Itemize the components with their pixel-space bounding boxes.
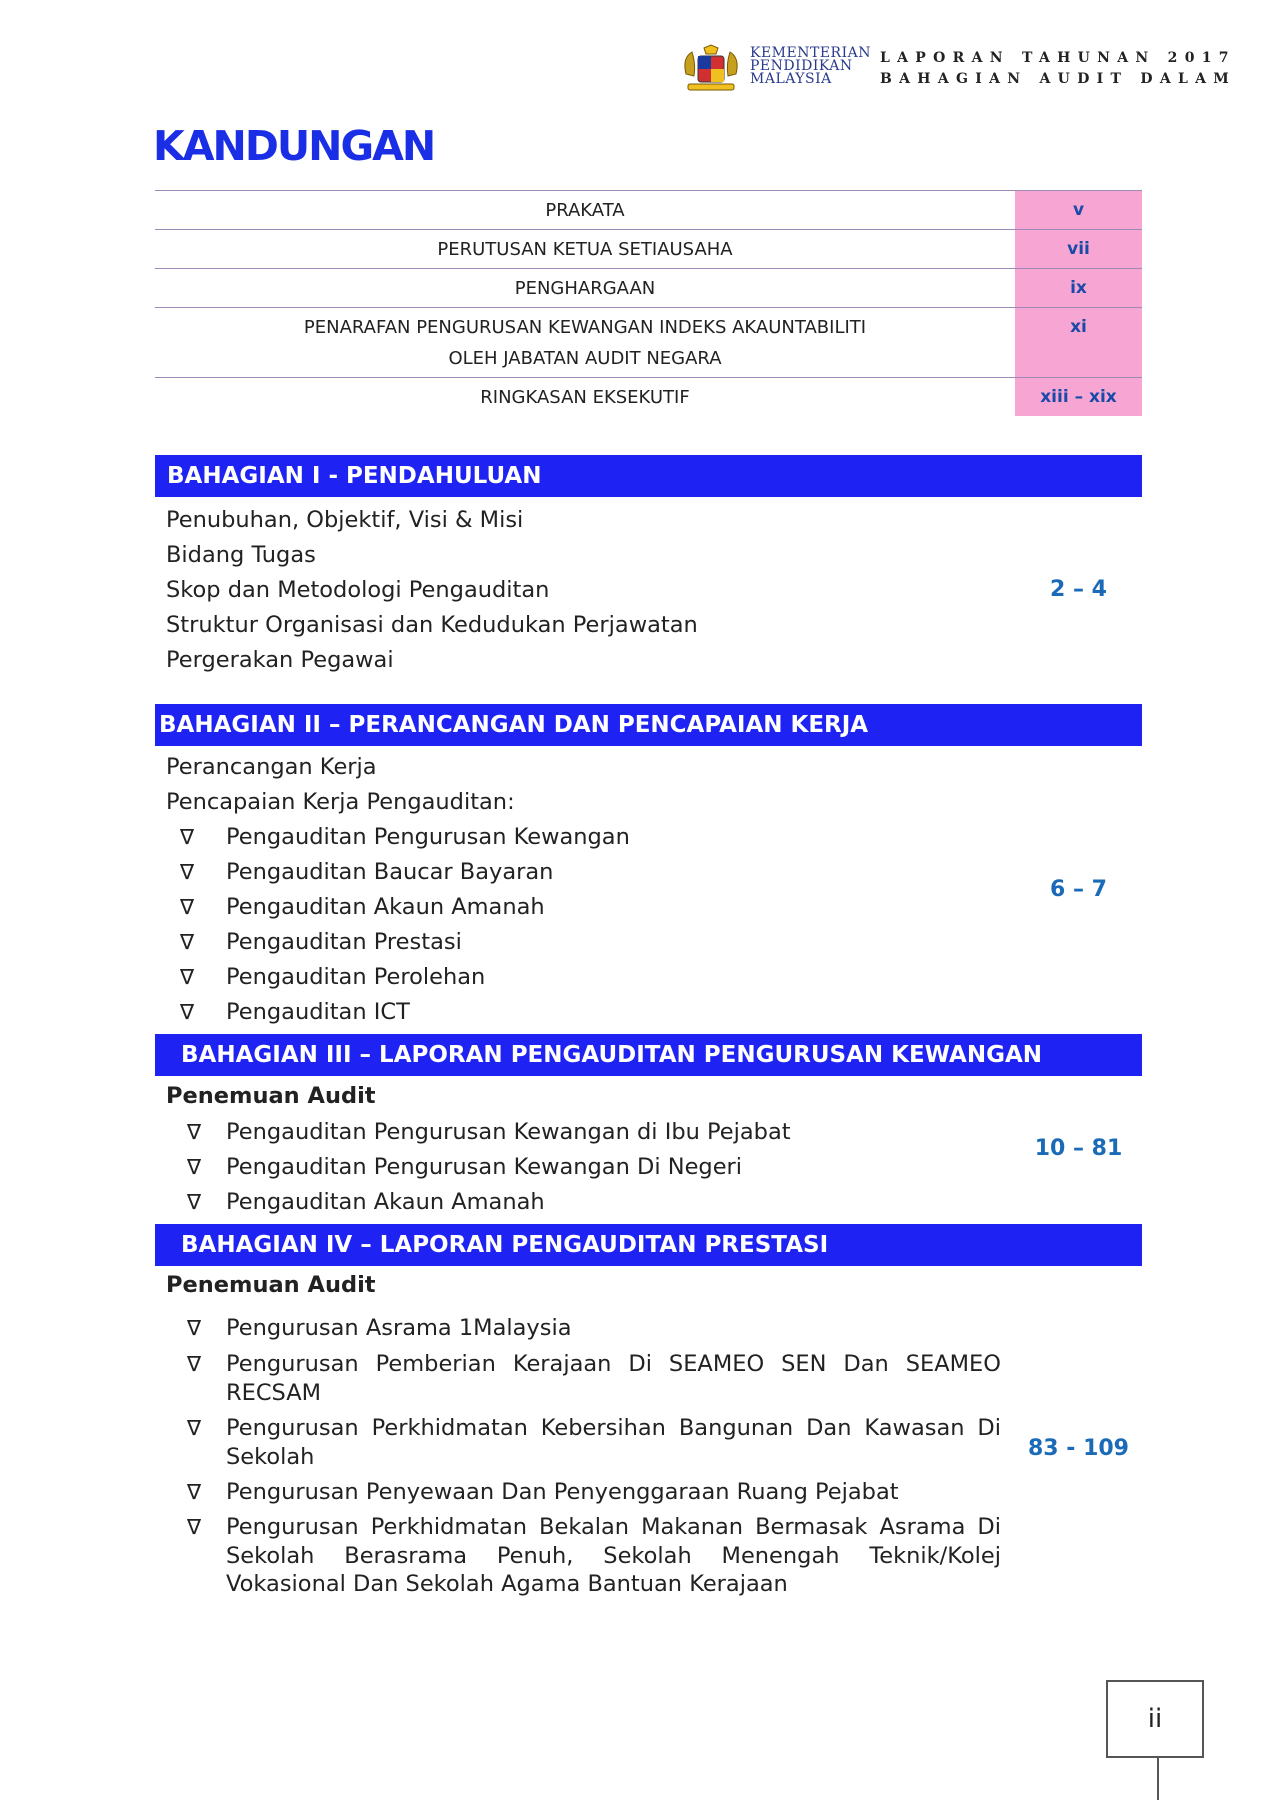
ministry-line-3: MALAYSIA <box>750 71 832 87</box>
bullet-icon: ∇ <box>187 1120 202 1144</box>
toc-item[interactable]: Penubuhan, Objektif, Visi & Misi <box>166 507 524 533</box>
bullet-icon: ∇ <box>180 860 195 884</box>
section-bar-bahagian-2[interactable]: BAHAGIAN II – PERANCANGAN DAN PENCAPAIAN KERJA <box>155 704 1142 746</box>
section-page-range: 2 – 4 <box>1050 577 1107 602</box>
toc-bullet-item[interactable]: Pengauditan ICT <box>226 999 410 1025</box>
section-page-range: 6 – 7 <box>1050 877 1107 902</box>
toc-row[interactable] <box>155 229 1142 268</box>
bullet-icon: ∇ <box>187 1190 202 1214</box>
toc-bullet-item[interactable]: Pengurusan Asrama 1Malaysia <box>226 1315 572 1341</box>
bullet-icon: ∇ <box>187 1352 202 1376</box>
toc-label: PERUTUSAN KETUA SETIAUSAHA <box>437 239 733 260</box>
bullet-icon: ∇ <box>180 1000 195 1024</box>
malaysia-coat-of-arms-icon <box>678 44 744 92</box>
toc-bullet-item[interactable]: Pengauditan Pengurusan Kewangan <box>226 824 630 850</box>
bullet-icon: ∇ <box>180 895 195 919</box>
page-number: ii <box>1106 1680 1204 1758</box>
toc-row[interactable] <box>155 268 1142 307</box>
bullet-icon: ∇ <box>180 930 195 954</box>
bullet-icon: ∇ <box>187 1515 202 1539</box>
toc-item[interactable]: Pencapaian Kerja Pengauditan: <box>166 789 515 815</box>
section-page-range: 10 – 81 <box>1034 1136 1123 1161</box>
toc-page: xi <box>1015 308 1142 377</box>
toc-label: PENGHARGAAN <box>514 278 656 299</box>
toc-bullet-item[interactable]: Pengurusan Perkhidmatan Bekalan Makanan Bermasak Asrama Di Sekolah Berasrama Penuh, Sekolah Menengah Teknik/Kolej Vokasional Dan Sekolah Agama Bantuan Kerajaan <box>226 1514 1001 1597</box>
ministry-line-1: KEMENTERIAN <box>750 45 871 61</box>
page-title: KANDUNGAN <box>153 122 435 170</box>
toc-bullet-item[interactable]: Pengauditan Pengurusan Kewangan di Ibu Pejabat <box>226 1119 791 1145</box>
toc-bullet-item[interactable]: Pengurusan Perkhidmatan Kebersihan Bangunan Dan Kawasan Di Sekolah <box>226 1415 1001 1470</box>
toc-label: RINGKASAN EKSEKUTIF <box>480 387 690 408</box>
bullet-icon: ∇ <box>187 1155 202 1179</box>
toc-item[interactable]: Bidang Tugas <box>166 542 316 568</box>
bullet-icon: ∇ <box>187 1480 202 1504</box>
report-header <box>880 48 1236 90</box>
section-bar-bahagian-1[interactable]: BAHAGIAN I - PENDAHULUAN <box>155 455 1142 497</box>
report-title: LAPORAN TAHUNAN 2017 <box>880 50 1236 66</box>
toc-bullet-item[interactable]: Pengauditan Pengurusan Kewangan Di Negeri <box>226 1154 743 1180</box>
bullet-icon: ∇ <box>187 1416 202 1440</box>
toc-item[interactable]: Struktur Organisasi dan Kedudukan Perjawatan <box>166 612 698 638</box>
section-page-range: 83 - 109 <box>1028 1436 1129 1461</box>
toc-page: ix <box>1015 269 1142 307</box>
subheading: Penemuan Audit <box>166 1083 376 1109</box>
page-number-divider <box>1157 1756 1159 1800</box>
toc-row[interactable] <box>155 307 1142 377</box>
report-division: BAHAGIAN AUDIT DALAM <box>880 71 1237 87</box>
toc-bullet-item[interactable]: Pengauditan Akaun Amanah <box>226 894 545 920</box>
toc-bullet-item[interactable]: Pengauditan Baucar Bayaran <box>226 859 554 885</box>
toc-item[interactable]: Perancangan Kerja <box>166 754 377 780</box>
ministry-name <box>750 47 871 86</box>
bullet-icon: ∇ <box>180 965 195 989</box>
toc-label: PENARAFAN PENGURUSAN KEWANGAN INDEKS AKAUNTABILITI <box>303 317 867 338</box>
bullet-icon: ∇ <box>187 1316 202 1340</box>
toc-page: xiii – xix <box>1015 378 1142 416</box>
toc-item[interactable]: Pergerakan Pegawai <box>166 647 394 673</box>
toc-bullet-item[interactable]: Pengauditan Perolehan <box>226 964 486 990</box>
toc-row[interactable] <box>155 377 1142 416</box>
toc-bullet-item[interactable]: Pengurusan Penyewaan Dan Penyenggaraan Ruang Pejabat <box>226 1479 899 1505</box>
toc-page: v <box>1015 191 1142 229</box>
bullet-icon: ∇ <box>180 825 195 849</box>
toc-label-continued: OLEH JABATAN AUDIT NEGARA <box>448 348 722 369</box>
toc-bullet-item[interactable]: Pengauditan Prestasi <box>226 929 462 955</box>
toc-bullet-item[interactable]: Pengurusan Pemberian Kerajaan Di SEAMEO SEN Dan SEAMEO RECSAM <box>226 1351 1001 1406</box>
section-bar-bahagian-4[interactable]: BAHAGIAN IV – LAPORAN PENGAUDITAN PRESTASI <box>155 1224 1142 1266</box>
toc-item[interactable]: Skop dan Metodologi Pengauditan <box>166 577 550 603</box>
section-bar-bahagian-3[interactable]: BAHAGIAN III – LAPORAN PENGAUDITAN PENGURUSAN KEWANGAN <box>155 1034 1142 1076</box>
toc-row[interactable] <box>155 190 1142 229</box>
toc-bullet-item[interactable]: Pengauditan Akaun Amanah <box>226 1189 545 1215</box>
ministry-line-2: PENDIDIKAN <box>750 58 853 74</box>
subheading: Penemuan Audit <box>166 1272 376 1298</box>
toc-page: vii <box>1015 230 1142 268</box>
toc-label: PRAKATA <box>545 200 625 221</box>
